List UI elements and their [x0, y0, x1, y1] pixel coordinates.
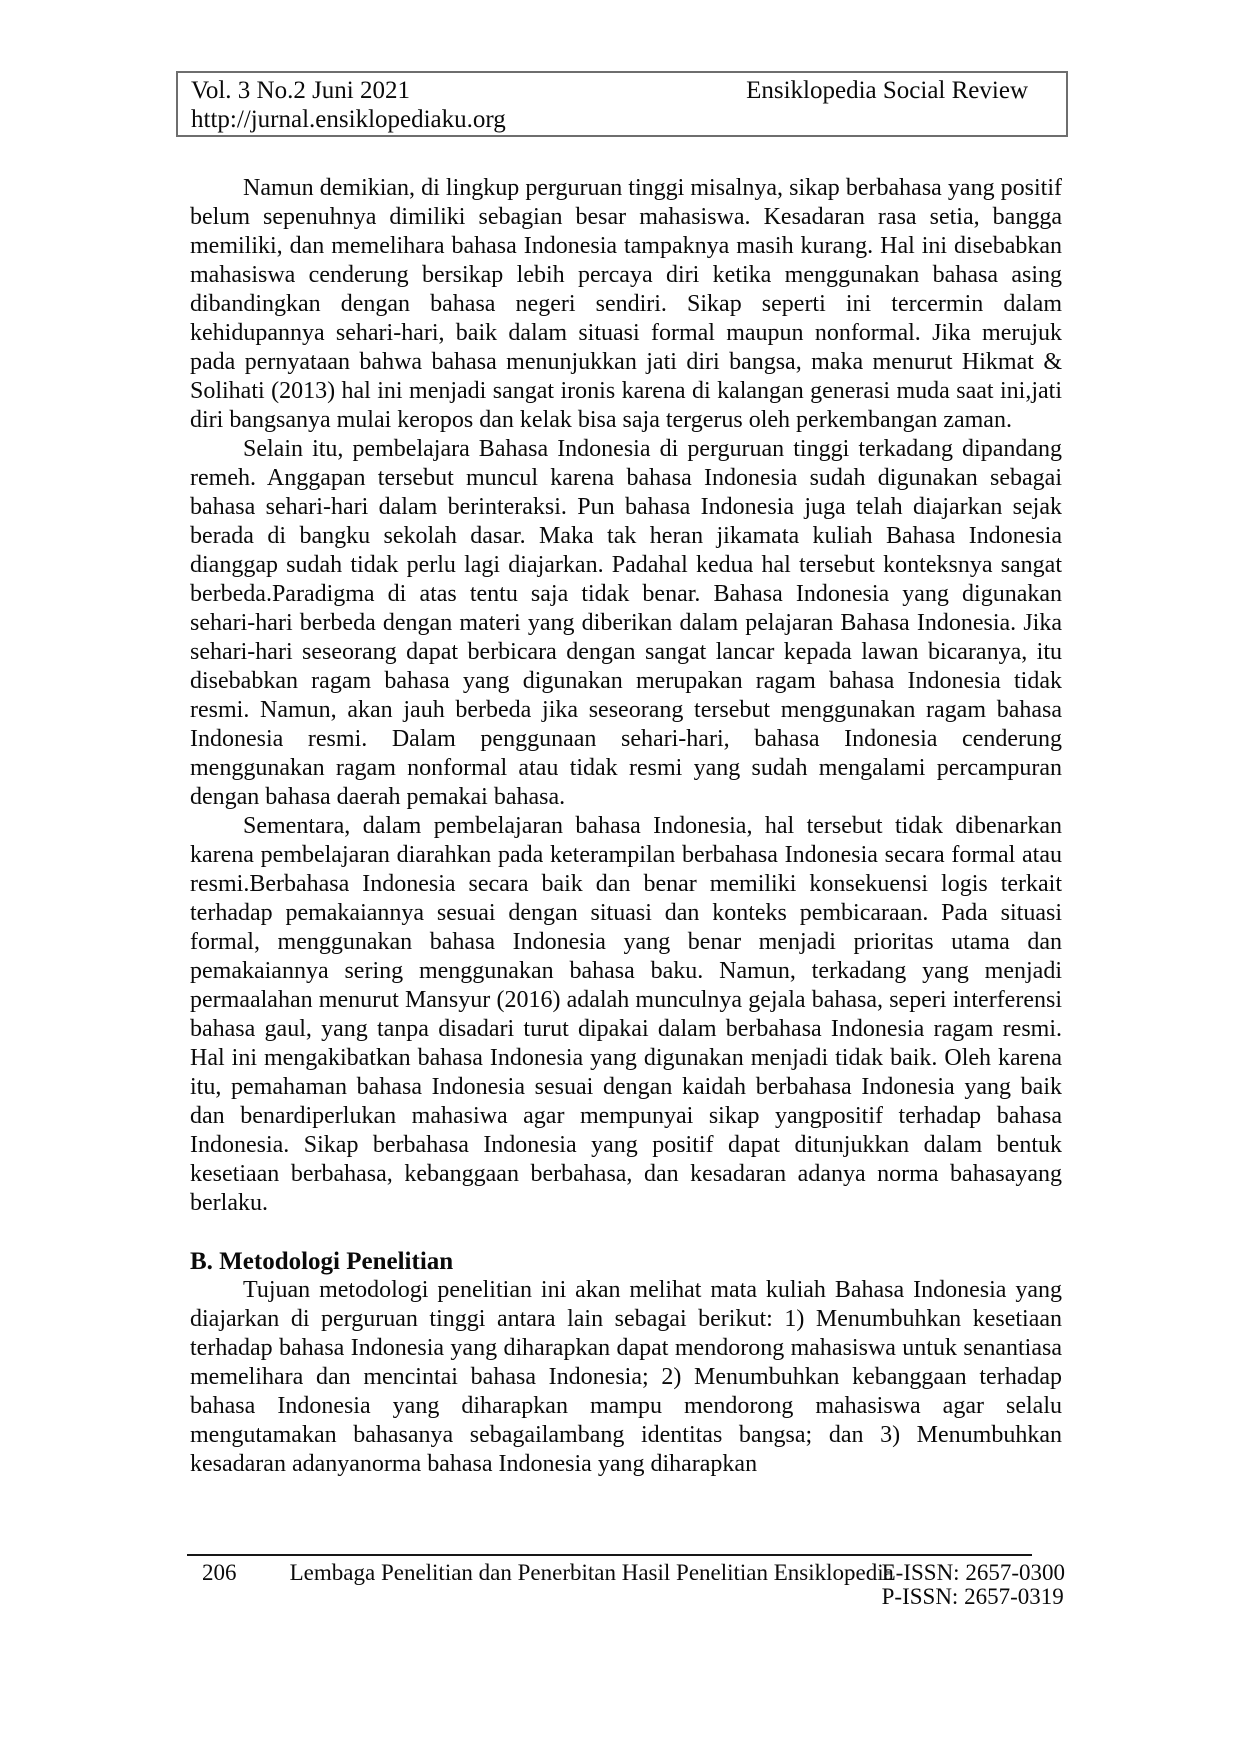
body-paragraph: Namun demikian, di lingkup perguruan tinggi misalnya, sikap berbahasa yang positif belum sepenuhnya dimiliki sebagian besar mahasiswa. Kesadaran rasa setia, bangga memiliki, dan memelihara bahasa Indonesia tampaknya masih kurang. Hal ini disebabkan mahasiswa cenderung bersikap lebih percaya diri ketika menggunakan bahasa asing dibandingkan dengan bahasa negeri sendiri. Sikap seperti ini tercermin dalam kehidupannya sehari-hari, baik dalam situasi formal maupun nonformal. Jika merujuk pada pernyataan bahwa bahasa menunjukkan jati diri bangsa, maka menurut Hikmat & Solihati (2013) hal ini menjadi sangat ironis karena di kalangan generasi muda saat ini,jati diri bangsanya mulai keropos dan kelak bisa saja tergerus oleh perkembangan zaman.	[190, 175, 1062, 433]
journal-title: Ensiklopedia Social Review	[746, 77, 1028, 104]
running-head-box	[176, 71, 1068, 137]
footer-divider	[187, 1554, 1032, 1556]
page-number: 206	[202, 1560, 237, 1585]
issn-block	[882, 1561, 1065, 1609]
article-body	[190, 174, 1062, 1479]
publisher-name: Lembaga Penelitian dan Penerbitan Hasil Penelitian Ensiklopedia	[289, 1560, 894, 1585]
body-paragraph: Tujuan metodologi penelitian ini akan melihat mata kuliah Bahasa Indonesia yang diajarkan di perguruan tinggi antara lain sebagai berikut: 1) Menumbuhkan kesetiaan terhadap bahasa Indonesia yang diharapkan dapat mendorong mahasiswa untuk senantiasa memelihara dan mencintai bahasa Indonesia; 2) Menumbuhkan kebanggaan terhadap bahasa Indonesia yang diharapkan mampu mendorong mahasiswa agar selalu mengutamakan bahasanya sebagailambang identitas bangsa; dan 3) Menumbuhkan kesadaran adanyanorma bahasa Indonesia yang diharapkan	[190, 1277, 1062, 1477]
body-paragraph: Selain itu, pembelajara Bahasa Indonesia di perguruan tinggi terkadang dipandang remeh. Anggapan tersebut muncul karena bahasa Indonesia sudah digunakan sebagai bahasa sehari-hari dalam berinteraksi. Pun bahasa Indonesia juga telah diajarkan sejak berada di bangku sekolah dasar. Maka tak heran jikamata kuliah Bahasa Indonesia dianggap sudah tidak perlu lagi diajarkan. Padahal kedua hal tersebut konteksnya sangat berbeda.Paradigma di atas tentu saja tidak benar. Bahasa Indonesia yang digunakan sehari-hari berbeda dengan materi yang diberikan dalam pelajaran Bahasa Indonesia. Jika sehari-hari seseorang dapat berbicara dengan sangat lancar kepada lawan bicaranya, itu disebabkan ragam bahasa yang digunakan merupakan ragam bahasa Indonesia tidak resmi. Namun, akan jauh berbeda jika seseorang tersebut menggunakan ragam bahasa Indonesia resmi. Dalam penggunaan sehari-hari, bahasa Indonesia cenderung menggunakan ragam nonformal atau tidak resmi yang sudah mengalami percampuran dengan bahasa daerah pemakai bahasa.	[190, 436, 1062, 810]
body-paragraph: Sementara, dalam pembelajaran bahasa Indonesia, hal tersebut tidak dibenarkan karena pembelajaran diarahkan pada keterampilan berbahasa Indonesia secara formal atau resmi.Berbahasa Indonesia secara baik dan benar memiliki konsekuensi logis terkait terhadap pemakaiannya sesuai dengan situasi dan konteks pembicaraan. Pada situasi formal, menggunakan bahasa Indonesia yang benar menjadi prioritas utama dan pemakaiannya sering menggunakan bahasa baku. Namun, terkadang yang menjadi permaalahan menurut Mansyur (2016) adalah munculnya gejala bahasa, seperi interferensi bahasa gaul, yang tanpa disadari turut dipakai dalam berbahasa Indonesia ragam resmi. Hal ini mengakibatkan bahasa Indonesia yang digunakan menjadi tidak baik. Oleh karena itu, pemahaman bahasa Indonesia sesuai dengan kaidah berbahasa Indonesia yang baik dan benardiperlukan mahasiwa agar mempunyai sikap yangpositif terhadap bahasa Indonesia. Sikap berbahasa Indonesia yang positif dapat ditunjukkan dalam bentuk kesetiaan berbahasa, kebanggaan berbahasa, dan kesadaran adanya norma bahasayang berlaku.	[190, 813, 1062, 1216]
e-issn: E-ISSN: 2657-0300	[881, 1560, 1065, 1585]
page-footer	[187, 1554, 1065, 1609]
section-heading-metodologi: B. Metodologi Penelitian	[190, 1248, 454, 1275]
footer-row	[187, 1561, 1065, 1609]
volume-issue-label: Vol. 3 No.2 Juni 2021	[191, 77, 411, 104]
journal-url: http://jurnal.ensiklopediaku.org	[191, 106, 506, 133]
running-head-row	[191, 76, 1028, 105]
p-issn: P-ISSN: 2657-0319	[881, 1584, 1064, 1609]
